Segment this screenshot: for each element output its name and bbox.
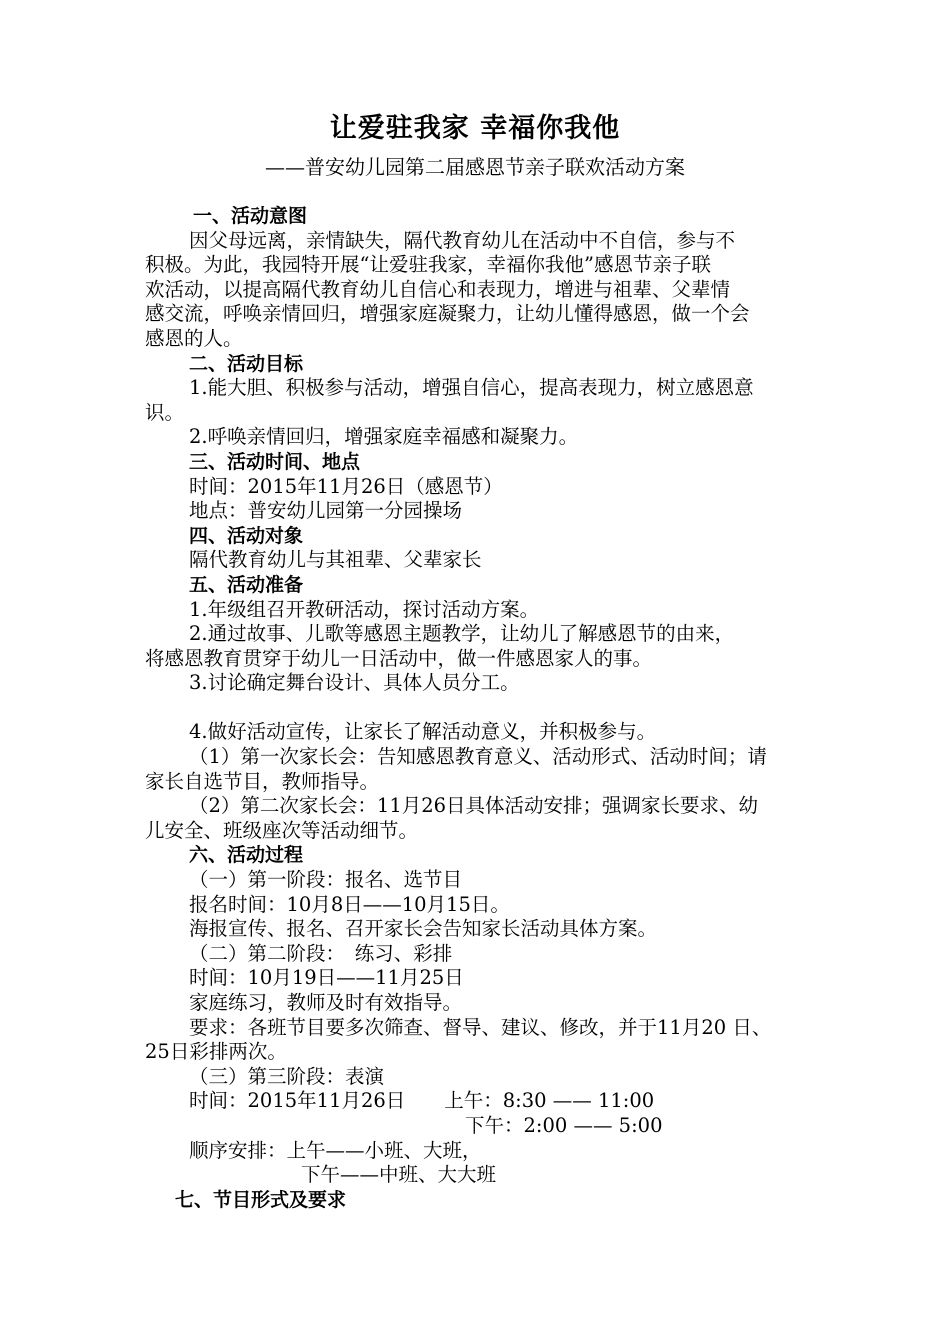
stage-title: （二）第二阶段： 练习、彩排 bbox=[189, 941, 453, 965]
stage-line: 报名时间：10月8日——10月15日。 bbox=[189, 892, 510, 916]
goal-item: 2.呼唤亲情回归，增强家庭幸福感和凝聚力。 bbox=[189, 425, 579, 449]
heading-time-place: 三、活动时间、地点 bbox=[189, 450, 361, 473]
stage-line: 海报宣传、报名、召开家长会告知家长活动具体方案。 bbox=[189, 917, 658, 941]
heading-intent: 一、活动意图 bbox=[193, 205, 308, 227]
target-line: 隔代教育幼儿与其祖辈、父辈家长 bbox=[189, 548, 482, 572]
paragraph-line: 积极。为此，我园特开展“让爱驻我家，幸福你我他”感恩节亲子联 bbox=[145, 253, 711, 277]
paragraph-line: 感交流，呼唤亲情回归，增强家庭凝聚力，让幼儿懂得感恩，做一个会 bbox=[145, 302, 750, 326]
paragraph-line: 因父母远离，亲情缺失，隔代教育幼儿在活动中不自信，参与不 bbox=[189, 228, 736, 252]
prep-item-cont: 将感恩教育贯穿于幼儿一日活动中，做一件感恩家人的事。 bbox=[145, 646, 653, 670]
prep-subitem-cont: 儿安全、班级座次等活动细节。 bbox=[145, 818, 419, 842]
prep-item: 2.通过故事、儿歌等感恩主题教学，让幼儿了解感恩节的由来， bbox=[189, 622, 735, 646]
stage-line: 顺序安排：上午——小班、大班， bbox=[189, 1138, 482, 1162]
stage-line-pm: 下午：2:00 —— 5:00 bbox=[465, 1113, 663, 1137]
stage-title: （一）第一阶段：报名、选节目 bbox=[189, 868, 463, 892]
paragraph-line: 欢活动，以提高隔代教育幼儿自信心和表现力，增进与祖辈、父辈情 bbox=[145, 277, 731, 301]
paragraph-line: 感恩的人。 bbox=[145, 326, 243, 350]
document-body bbox=[145, 204, 825, 1212]
prep-subitem-cont: 家长自选节目，教师指导。 bbox=[145, 769, 380, 793]
prep-subitem: （2）第二次家长会：11月26日具体活动安排；强调家长要求、幼 bbox=[189, 794, 759, 818]
time-line: 时间：2015年11月26日（感恩节） bbox=[189, 474, 503, 498]
prep-item: 1.年级组召开教研活动，探讨活动方案。 bbox=[189, 597, 540, 621]
heading-preparation: 五、活动准备 bbox=[189, 573, 304, 596]
heading-goals: 二、活动目标 bbox=[189, 352, 304, 375]
document-title: 让爱驻我家 幸福你我他 bbox=[329, 113, 621, 144]
stage-line: 时间：2015年11月26日 上午：8:30 —— 11:00 bbox=[189, 1089, 655, 1113]
heading-program-format: 七、节目形式及要求 bbox=[175, 1188, 347, 1211]
place-line: 地点：普安幼儿园第一分园操场 bbox=[189, 499, 463, 523]
goal-item: 1.能大胆、积极参与活动，增强自信心，提高表现力，树立感恩意 bbox=[189, 376, 754, 400]
goal-item-cont: 识。 bbox=[145, 400, 185, 424]
prep-item: 3.讨论确定舞台设计、具体人员分工。 bbox=[189, 671, 520, 695]
stage-line: 家庭练习，教师及时有效指导。 bbox=[189, 991, 463, 1014]
blank-line bbox=[145, 696, 825, 721]
document-subtitle: ——普安幼儿园第二届感恩节亲子联欢活动方案 bbox=[265, 155, 685, 179]
stage-line-cont: 25日彩排两次。 bbox=[145, 1040, 287, 1064]
stage-line: 时间：10月19日——11月25日 bbox=[189, 966, 464, 990]
prep-item: 4.做好活动宣传，让家长了解活动意义，并积极参与。 bbox=[189, 720, 657, 744]
stage-line-cont: 下午——中班、大大班 bbox=[301, 1163, 497, 1187]
heading-process: 六、活动过程 bbox=[189, 844, 304, 867]
stage-line: 要求：各班节目要多次筛查、督导、建议、修改，并于11月20 日、 bbox=[189, 1015, 772, 1039]
heading-target: 四、活动对象 bbox=[189, 524, 304, 547]
stage-title: （三）第三阶段：表演 bbox=[189, 1064, 385, 1088]
prep-subitem: （1）第一次家长会：告知感恩教育意义、活动形式、活动时间；请 bbox=[189, 745, 767, 769]
